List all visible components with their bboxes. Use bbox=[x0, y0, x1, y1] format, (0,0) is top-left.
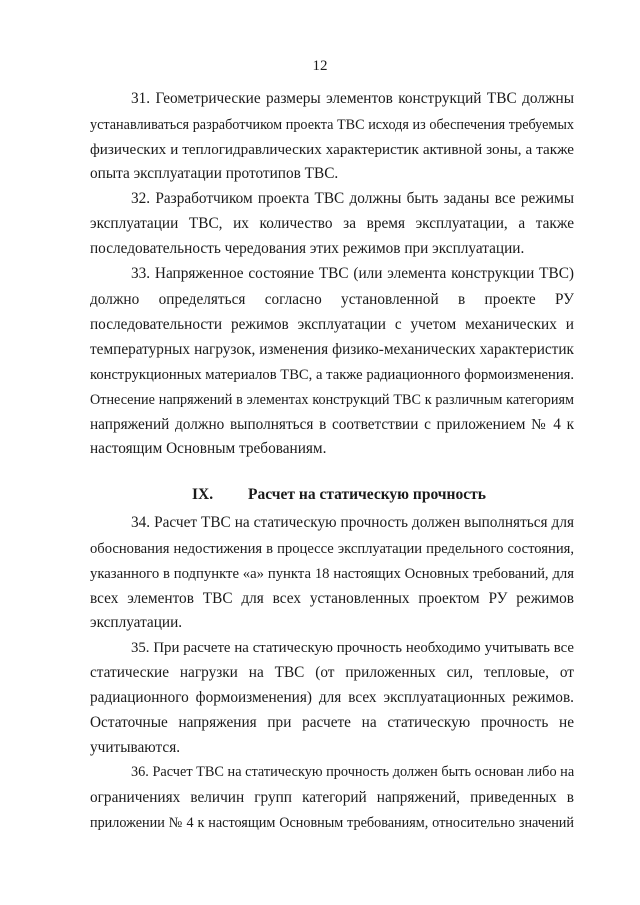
text-line: должно определяться согласно установленной в проекте РУ bbox=[90, 291, 574, 308]
text-line: указанного в подпункте «а» пункта 18 настоящих Основных требований, для bbox=[90, 566, 574, 582]
text-line: Остаточные напряжения при расчете на статическую прочность не bbox=[90, 714, 574, 731]
text-line: приложении № 4 к настоящим Основным требованиям, относительно значений bbox=[90, 815, 574, 831]
text-line: ограничениях величин групп категорий напряжений, приведенных в bbox=[90, 789, 574, 806]
text-line: конструкционных материалов ТВС, а также радиационного формоизменения. bbox=[90, 367, 574, 383]
text-line: всех элементов ТВС для всех установленных проектом РУ режимов bbox=[90, 590, 574, 607]
text-line: эксплуатации. bbox=[90, 614, 183, 631]
text-line: обоснования недостижения в процессе эксплуатации предельного состояния, bbox=[90, 541, 574, 557]
text-line: настоящим Основным требованиям. bbox=[90, 440, 327, 457]
text-line: напряжений должно выполняться в соответствии с приложением № 4 к bbox=[90, 416, 574, 433]
text-line: устанавливаться разработчиком проекта ТВС исходя из обеспечения требуемых bbox=[90, 117, 574, 133]
text-line: радиационного формоизменения) для всех эксплуатационных режимов. bbox=[90, 689, 574, 706]
text-line: учитываются. bbox=[90, 739, 181, 756]
text-line: 32. Разработчиком проекта ТВС должны быть заданы все режимы bbox=[131, 190, 574, 207]
text-line: опыта эксплуатации прототипов ТВС. bbox=[90, 165, 339, 182]
text-line: последовательности режимов эксплуатации с учетом механических и bbox=[90, 316, 574, 333]
text-line: физических и теплогидравлических характеристик активной зоны, а также bbox=[90, 142, 574, 158]
page-number: 12 bbox=[312, 58, 328, 74]
text-line: 35. При расчете на статическую прочность необходимо учитывать все bbox=[131, 640, 574, 656]
section-number: IX. bbox=[192, 486, 214, 503]
text-line: последовательность чередования этих режимов при эксплуатации. bbox=[90, 240, 525, 257]
section-title: Расчет на статическую прочность bbox=[248, 486, 486, 503]
text-line: температурных нагрузок, изменения физико-механических характеристик bbox=[90, 341, 574, 358]
text-line: статические нагрузки на ТВС (от приложенных сил, тепловые, от bbox=[90, 664, 574, 681]
text-line: 33. Напряженное состояние ТВС (или элемента конструкции ТВС) bbox=[131, 265, 574, 282]
text-line: эксплуатации ТВС, их количество за время эксплуатации, а также bbox=[90, 215, 574, 232]
text-line: 36. Расчет ТВС на статическую прочность должен быть основан либо на bbox=[131, 764, 575, 780]
text-line: 31. Геометрические размеры элементов конструкций ТВС должны bbox=[131, 90, 574, 107]
text-line: 34. Расчет ТВС на статическую прочность должен выполняться для bbox=[131, 514, 574, 531]
text-line: Отнесение напряжений в элементах конструкций ТВС к различным категориям bbox=[90, 392, 574, 408]
